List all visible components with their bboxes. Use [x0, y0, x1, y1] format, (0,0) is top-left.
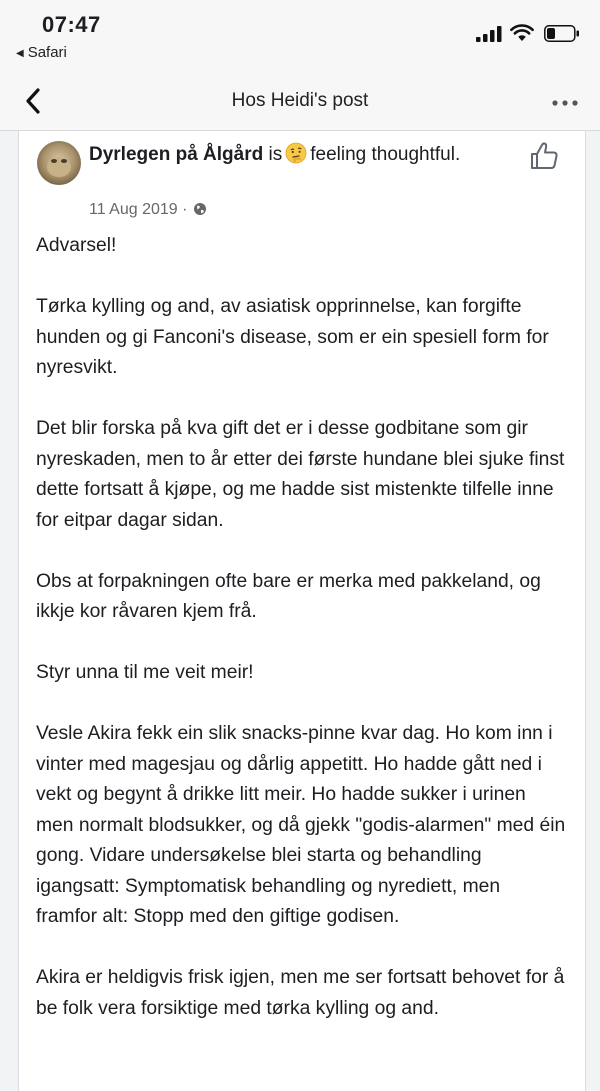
back-to-app-link[interactable]: [16, 44, 67, 61]
avatar-photo: [37, 141, 81, 185]
wifi-icon: [510, 24, 534, 42]
post-paragraph: Vesle Akira fekk ein slik snacks-pinne kvar dag. Ho kom inn i vinter med magesjau og dårlig appetitt. Ho hadde gått ned i vekt og begynt å drikke litt meir. Ho hadde sukker i urinen men normalt blodsukker, og då gjekk "godis-alarmen" med éin gong. Vidare undersøkelse blei starta og behandling igangsatt: Symptomatisk behandling og nyrediett, men framfor alt: Stopp med den giftige godisen.: [36, 723, 566, 927]
post-body: [36, 231, 566, 1055]
feeling-prefix: is: [268, 144, 283, 165]
navigation-bar: [0, 72, 600, 131]
post-date[interactable]: 11 Aug 2019: [89, 201, 178, 218]
post-paragraph: Tørka kylling og and, av asiatisk opprinnelse, kan forgifte hunden og gi Fanconi's disease, som er ein spesiell form for nyresvikt.: [36, 296, 549, 378]
post-paragraph: Akira er heldigvis frisk igjen, men me ser fortsatt behovet for å be folk vera forsiktige med tørka kylling og and.: [36, 967, 565, 1019]
author-avatar[interactable]: [37, 141, 81, 185]
post-header: [89, 141, 509, 169]
battery-icon: [544, 25, 580, 42]
meta-separator: ·: [182, 201, 188, 218]
page-title: Hos Heidi's post: [231, 90, 369, 111]
more-options-icon[interactable]: [552, 100, 578, 106]
post-meta: [89, 201, 207, 219]
status-bar: [0, 0, 600, 72]
author-name[interactable]: Dyrlegen på Ålgård: [89, 144, 264, 165]
post-paragraph: Styr unna til me veit meir!: [36, 662, 254, 683]
cellular-signal-icon: [476, 26, 502, 42]
feeling-text: feeling thoughtful.: [310, 144, 461, 165]
back-triangle-icon: ◀: [16, 48, 24, 59]
post-paragraph: Obs at forpakningen ofte bare er merka med pakkeland, og ikkje kor råvaren kjem frå.: [36, 570, 541, 622]
like-icon[interactable]: [529, 141, 559, 171]
post-paragraph: Det blir forska på kva gift det er i desse godbitane som gir nyreskaden, men to år etter dei første hundane blei sjuke finst dette fortsatt å kjøpe, og me hadde sist mistenkte tilfelle inne for eitpar dagar sidan.: [36, 418, 565, 531]
globe-icon: [193, 202, 207, 216]
post-card: [18, 131, 586, 1091]
thinking-face-icon: [285, 142, 307, 164]
post-paragraph: Advarsel!: [36, 235, 117, 256]
status-time: 07:47: [42, 12, 101, 37]
back-app-label: Safari: [27, 44, 67, 61]
